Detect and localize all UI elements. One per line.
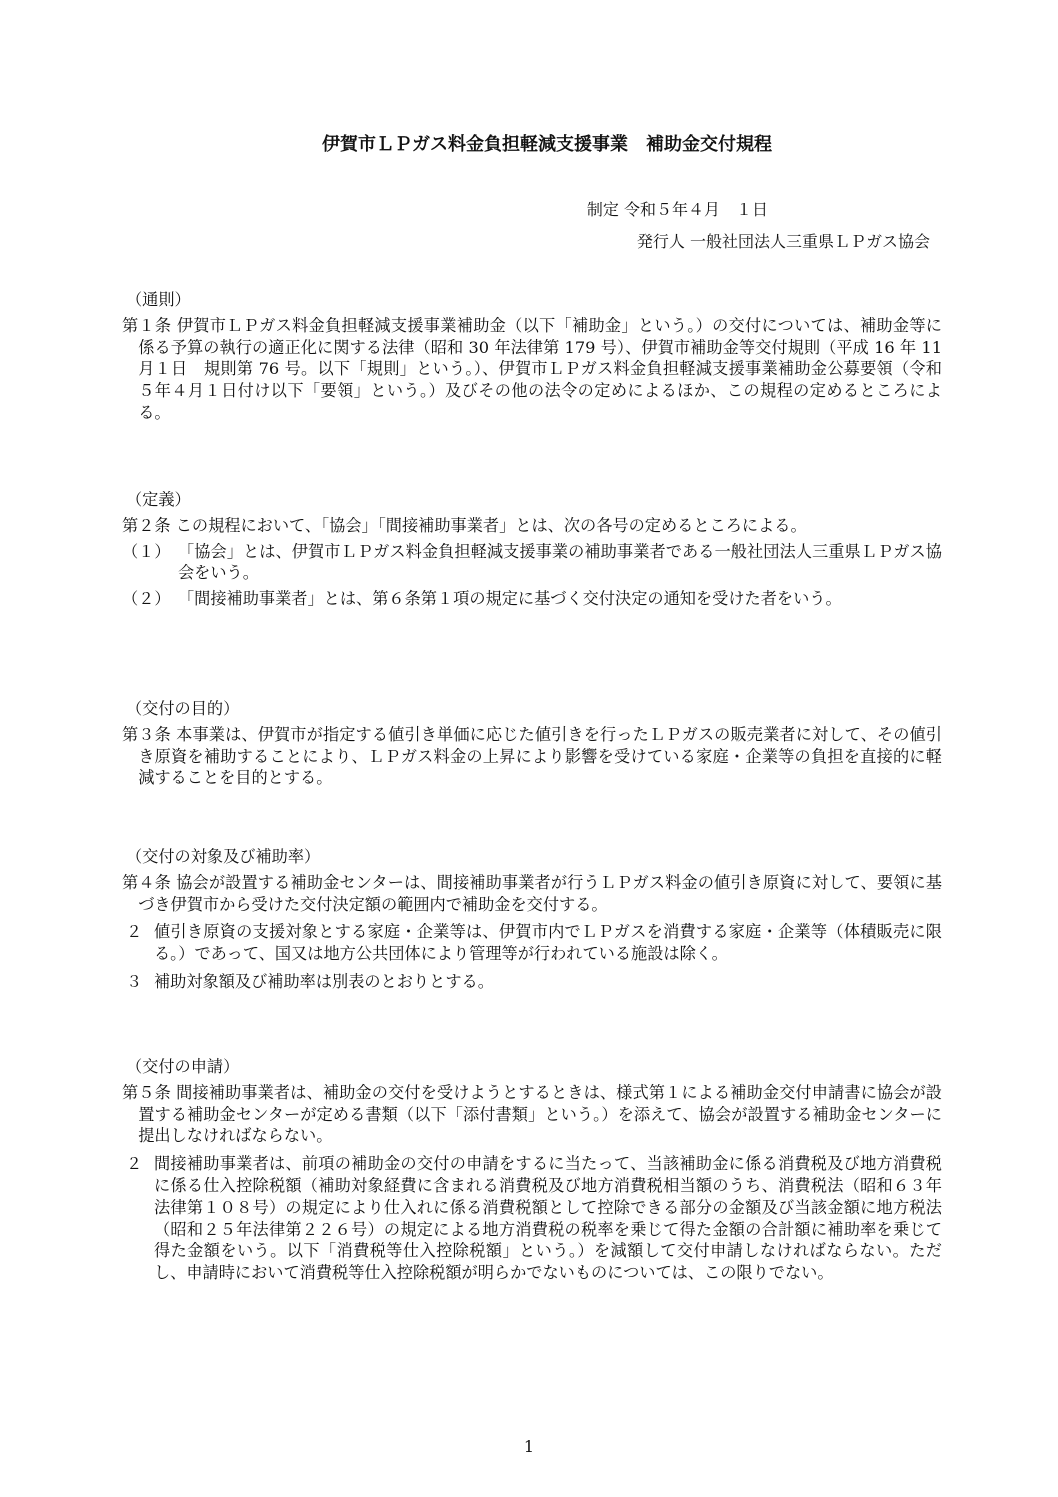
paragraph-text: 値引き原資の支援対象とする家庭・企業等は、伊賀市内でＬＰガスを消費する家庭・企業等（体積販売に限る。）であって、国又は地方公共団体により管理等が行われている施設は除く。 — [154, 922, 942, 964]
section-heading: （通則） — [126, 290, 191, 309]
definition-item — [122, 588, 942, 610]
section-heading: （交付の目的） — [126, 699, 240, 718]
paragraph-number: ２ — [126, 1154, 143, 1174]
paragraph-text: 間接補助事業者は、前項の補助金の交付の申請をするに当たって、当該補助金に係る消費税及び地方消費税に係る仕入控除税額（補助対象経費に含まれる消費税及び地方消費税相当額のうち、消費税法（昭和６３年法律第１０８号）の規定により仕入れに係る消費税額として控除できる部分の金額及び当該金額に地方税法（昭和２５年法律第２２６号）の規定による地方消費税の税率を乗じて得た金額の合計額に補助率を乗じて得た金額をいう。以下「消費税等仕入控除税額」という。）を減額して交付申請しなければならない。ただし、申請時において消費税等仕入控除税額が明らかでないものについては、この限りでない。 — [154, 1154, 942, 1283]
section-heading: （交付の申請） — [126, 1057, 240, 1076]
item-number: （１） — [122, 541, 171, 561]
item-text: 「間接補助事業者」とは、第６条第１項の規定に基づく交付決定の通知を受けた者をいう。 — [178, 589, 842, 609]
article-5: 第５条 間接補助事業者は、補助金の交付を受けようとするときは、様式第１による補助金交付申請書に協会が設置する補助金センターが定める書類（以下「添付書類」という。）を添えて、協会が設置する補助金センターに提出しなければならない。 — [122, 1082, 942, 1146]
issuer: 発行人 一般社団法人三重県ＬＰガス協会 — [636, 232, 930, 251]
section-application — [122, 1056, 942, 1284]
item-text: 「協会」とは、伊賀市ＬＰガス料金負担軽減支援事業の補助事業者である一般社団法人三重県ＬＰガス協会をいう。 — [178, 541, 942, 583]
article-paragraph — [122, 971, 942, 993]
article-paragraph — [122, 1153, 942, 1284]
article-paragraph — [122, 921, 942, 965]
paragraph-number: ２ — [126, 922, 143, 942]
section-heading: （定義） — [126, 490, 191, 509]
definition-item — [122, 541, 942, 585]
article-3: 第３条 本事業は、伊賀市が指定する値引き単価に応じた値引きを行ったＬＰガスの販売業者に対して、その値引き原資を補助することにより、ＬＰガス料金の上昇により影響を受けている家庭・企業等の負担を直接的に軽減することを目的とする。 — [122, 724, 942, 788]
article-2: 第２条 この規程において、「協会」「間接補助事業者」とは、次の各号の定めるところによる。 — [122, 515, 807, 535]
section-target-and-rate — [122, 846, 942, 993]
article-4: 第４条 協会が設置する補助金センターは、間接補助事業者が行うＬＰガス料金の値引き原資に対して、要領に基づき伊賀市から受けた交付決定額の範囲内で補助金を交付する。 — [122, 872, 942, 914]
section-purpose — [122, 698, 942, 789]
page-number: 1 — [523, 1437, 535, 1456]
document-title: 伊賀市ＬＰガス料金負担軽減支援事業 補助金交付規程 — [322, 134, 772, 155]
paragraph-number: ３ — [126, 971, 143, 991]
item-number: （２） — [122, 589, 171, 609]
article-1: 第１条 伊賀市ＬＰガス料金負担軽減支援事業補助金（以下「補助金」という。）の交付については、補助金等に係る予算の執行の適正化に関する法律（昭和 30 年法律第 179 号）、伊賀市補助金等交付規則（平成 16 年 11 月１日 規則第 76 号。以下「規則」という。）、伊賀市ＬＰガス料金負担軽減支援事業補助金公募要領（令和５年４月１日付け以下「要領」という。）及びその他の法令の定めによるほか、この規程の定めるところによる。 — [122, 315, 942, 422]
section-definitions — [122, 489, 942, 610]
enactment-date: 制定 令和５年４月 １日 — [586, 200, 768, 219]
paragraph-text: 補助対象額及び補助率は別表のとおりとする。 — [154, 971, 494, 991]
section-heading: （交付の対象及び補助率） — [126, 847, 321, 866]
section-general-rules — [122, 289, 942, 424]
